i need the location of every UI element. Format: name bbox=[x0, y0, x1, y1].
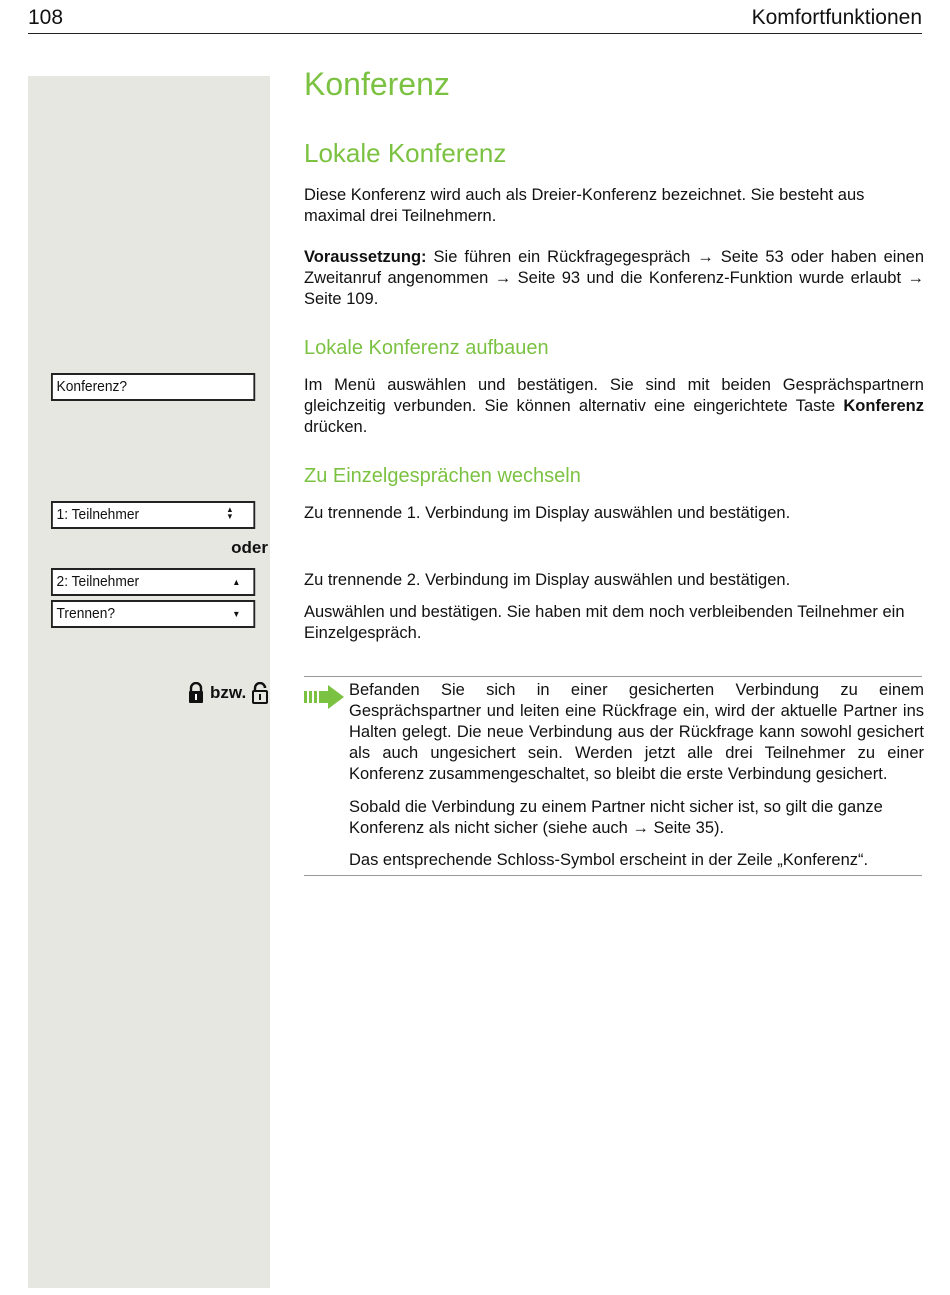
down-arrow-icon: ▼ bbox=[232, 609, 241, 619]
note-arrow-icon bbox=[304, 684, 344, 710]
note-top-rule bbox=[304, 676, 922, 677]
intro-paragraph: Diese Konferenz wird auch als Dreier-Konferenz bezeichnet. Sie besteht aus maximal drei Teilnehmern. bbox=[304, 186, 865, 225]
arrow-icon: → bbox=[632, 819, 649, 837]
display-label: Konferenz? bbox=[56, 378, 128, 395]
lock-symbols bbox=[188, 680, 268, 706]
lock-open-icon bbox=[252, 682, 268, 704]
page-title: Konferenz bbox=[304, 66, 450, 102]
subsection-heading-build: Lokale Konferenz aufbauen bbox=[304, 337, 549, 359]
display-trennen[interactable] bbox=[51, 600, 255, 628]
page-link[interactable]: Seite 53 bbox=[713, 248, 784, 266]
display-teilnehmer-2[interactable] bbox=[51, 568, 255, 596]
note-paragraph-2: Sobald die Verbindung zu einem Partner nicht sicher ist, so gilt die ganze Konferenz als nicht sicher (siehe auch → Seite 35). bbox=[349, 798, 883, 837]
step-2-text: Zu trennende 2. Verbindung im Display auswählen und bestätigen. bbox=[304, 571, 791, 589]
page-link[interactable]: Seite 93 bbox=[511, 269, 581, 287]
display-konferenz[interactable] bbox=[51, 373, 255, 401]
arrow-icon: → bbox=[494, 269, 512, 287]
note-paragraph-3: Das entsprechende Schloss-Symbol erscheint in der Zeile „Konferenz“. bbox=[349, 851, 869, 869]
arrow-icon: → bbox=[697, 248, 714, 266]
running-header: Komfortfunktionen bbox=[751, 6, 922, 29]
prerequisite-label: Voraussetzung: bbox=[304, 248, 427, 266]
step-3-text: Auswählen und bestätigen. Sie haben mit dem noch verbleibenden Teilnehmer ein Einzelgespräch. bbox=[304, 603, 905, 642]
arrow-icon: → bbox=[907, 269, 924, 287]
or-label: oder bbox=[231, 538, 268, 557]
display-teilnehmer-1[interactable] bbox=[51, 501, 255, 529]
display-label: Trennen? bbox=[56, 605, 116, 622]
key-name: Konferenz bbox=[843, 397, 924, 415]
up-down-arrow-icon: ▲▼ bbox=[225, 505, 235, 519]
section-title: Lokale Konferenz bbox=[304, 138, 507, 168]
page-link[interactable]: Seite 35 bbox=[648, 819, 715, 837]
header-rule bbox=[28, 33, 922, 34]
display-label: 1: Teilnehmer bbox=[56, 506, 140, 523]
note-bottom-rule bbox=[304, 875, 922, 876]
lock-closed-icon bbox=[188, 682, 204, 704]
subsection-heading-switch: Zu Einzelgesprächen wechseln bbox=[304, 465, 581, 487]
build-paragraph: Im Menü auswählen und bestätigen. Sie sind mit beiden Gesprächspartnern gleichzeitig verbunden. Sie können alternativ eine eingerichtete Taste Konferenz drücken. bbox=[304, 376, 924, 436]
page-number: 108 bbox=[28, 6, 64, 29]
lock-separator: bzw. bbox=[210, 683, 247, 702]
page-link[interactable]: Seite 109 bbox=[304, 290, 374, 308]
up-arrow-icon: ▲ bbox=[232, 577, 241, 587]
note-paragraph-1: Befanden Sie sich in einer gesicherten Verbindung zu einem Gesprächspartner und leiten eine Rückfrage ein, wird der aktuelle Partner ins Halten gelegt. Die neue Verbindung aus der Rückfrage kann sowohl gesichert als auch ungesichert sein. Werden jetzt alle drei Teilnehmer zu einer Konferenz zusammengeschaltet, so bleibt die erste Verbindung gesichert. bbox=[349, 681, 924, 783]
step-1-text: Zu trennende 1. Verbindung im Display auswählen und bestätigen. bbox=[304, 504, 791, 522]
display-label: 2: Teilnehmer bbox=[56, 573, 140, 590]
prerequisite-paragraph: Voraussetzung: Sie führen ein Rückfragegespräch → Seite 53 oder haben einen Zweitanruf angenommen → Seite 93 und die Konferenz-Funktion wurde erlaubt → Seite 109. bbox=[304, 248, 925, 308]
